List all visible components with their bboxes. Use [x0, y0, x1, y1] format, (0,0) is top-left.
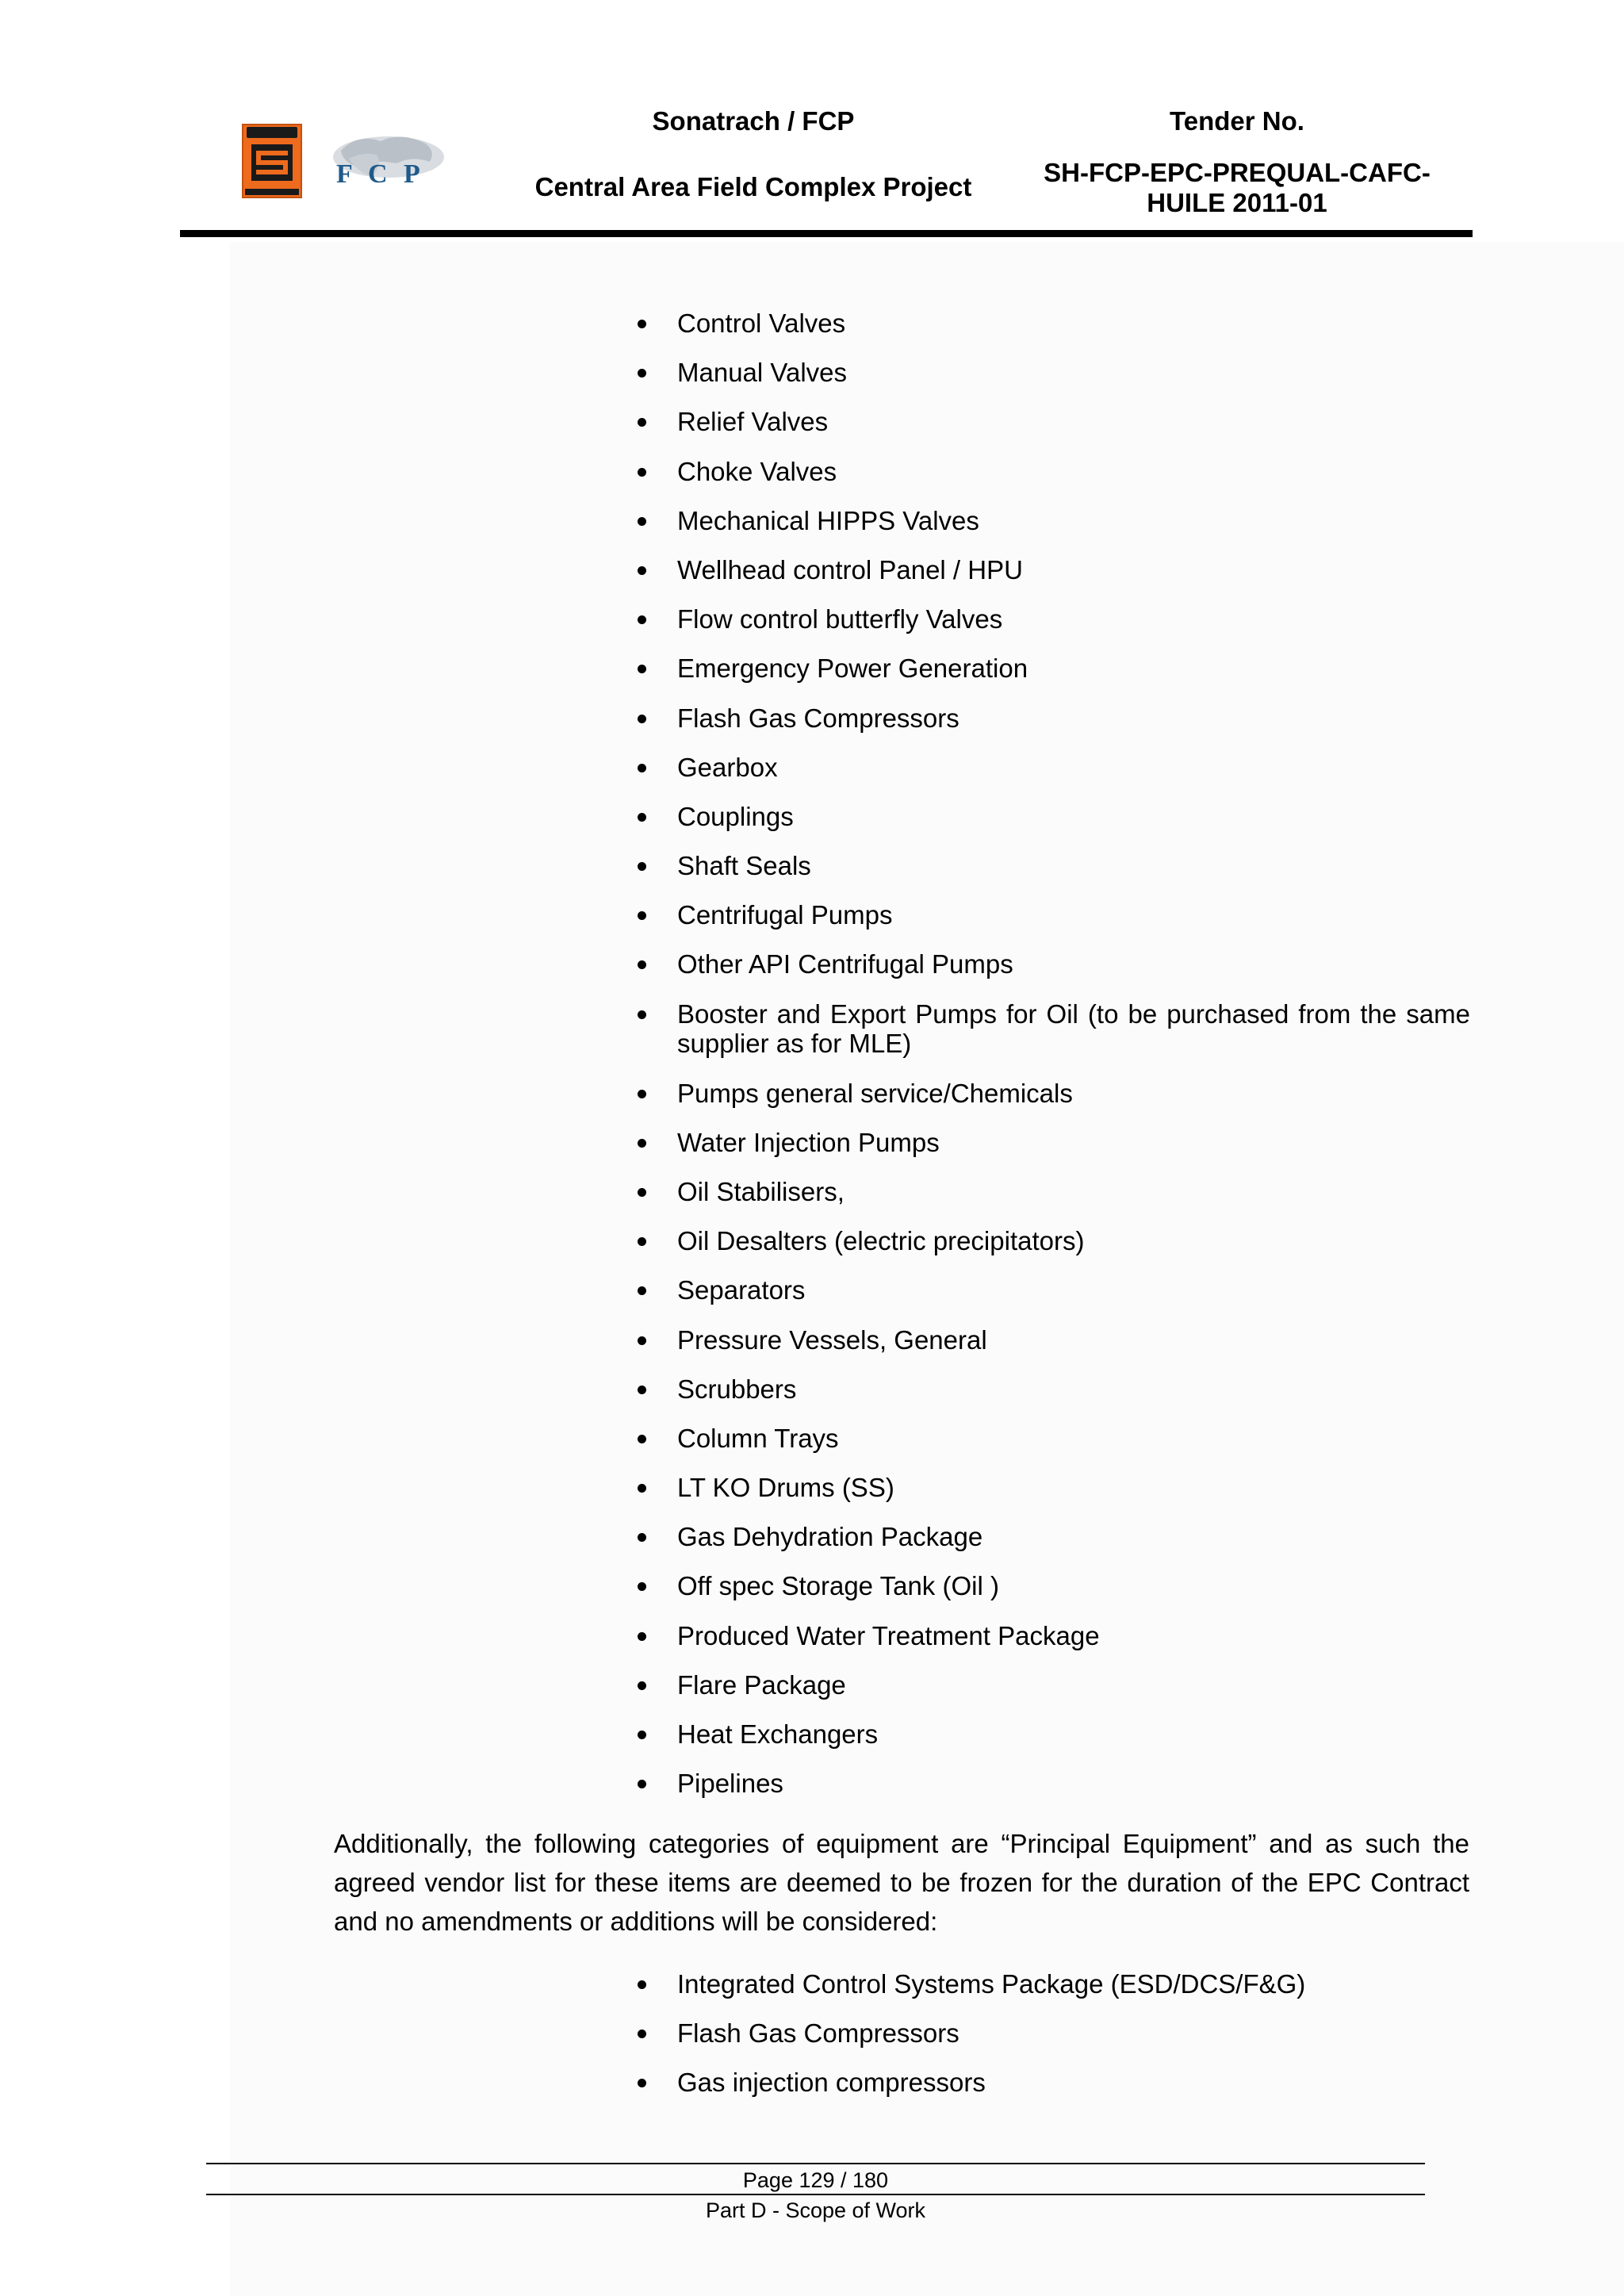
list-item: Gearbox — [636, 753, 1470, 783]
header-divider — [180, 230, 1473, 237]
list-item: Integrated Control Systems Package (ESD/DCS/F&G) — [636, 1969, 1470, 1999]
list-item: Produced Water Treatment Package — [636, 1621, 1470, 1651]
fcp-logo — [325, 127, 446, 198]
list-item: Mechanical HIPPS Valves — [636, 506, 1470, 536]
list-item: Flash Gas Compressors — [636, 2018, 1470, 2049]
list-item: Pipelines — [636, 1769, 1470, 1799]
list-item: Booster and Export Pumps for Oil (to be purchased from the same supplier as for MLE) — [636, 999, 1470, 1060]
list-item: Gas Dehydration Package — [636, 1522, 1470, 1552]
document-part: Part D - Scope of Work — [705, 2198, 926, 2222]
list-item: Water Injection Pumps — [636, 1128, 1470, 1158]
principal-equipment-paragraph: Additionally, the following categories of equipment are “Principal Equipment” and as such the agreed vendor list for these items are deemed to be frozen for the duration of the EPC Contract and no amendments or additions will be considered: — [334, 1829, 1469, 1936]
list-item: Pumps general service/Chemicals — [636, 1079, 1470, 1109]
sonatrach-wordmark — [245, 189, 299, 195]
sonatrach-emblem-icon — [250, 143, 294, 182]
list-item: Oil Stabilisers, — [636, 1177, 1470, 1207]
tender-number — [1007, 158, 1467, 218]
list-item: Flash Gas Compressors — [636, 703, 1470, 734]
list-item: Separators — [636, 1275, 1470, 1305]
tender-number-line1: SH-FCP-EPC-PREQUAL-CAFC- — [1044, 158, 1431, 187]
company-title: Sonatrach / FCP — [652, 106, 855, 136]
footer-divider-top — [206, 2163, 1425, 2164]
list-item: Choke Valves — [636, 457, 1470, 487]
list-item: Shaft Seals — [636, 851, 1470, 881]
principal-equipment-list — [636, 1969, 1470, 2118]
sonatrach-logo — [242, 124, 302, 198]
tender-number-line2: HUILE 2011-01 — [1147, 188, 1327, 217]
sonatrach-arabic-mark — [247, 127, 297, 138]
list-item: Oil Desalters (electric precipitators) — [636, 1226, 1470, 1256]
list-item: Flare Package — [636, 1670, 1470, 1700]
list-item: Centrifugal Pumps — [636, 900, 1470, 930]
equipment-list — [636, 309, 1470, 1818]
list-item: Flow control butterfly Valves — [636, 604, 1470, 634]
list-item: Wellhead control Panel / HPU — [636, 555, 1470, 585]
list-item: Scrubbers — [636, 1374, 1470, 1405]
list-item: Other API Centrifugal Pumps — [636, 949, 1470, 979]
list-item: Off spec Storage Tank (Oil ) — [636, 1571, 1470, 1601]
footer-divider-bottom — [206, 2194, 1425, 2195]
list-item: Relief Valves — [636, 407, 1470, 437]
list-item: Gas injection compressors — [636, 2068, 1470, 2098]
list-item: Manual Valves — [636, 358, 1470, 388]
list-item: LT KO Drums (SS) — [636, 1473, 1470, 1503]
list-item: Heat Exchangers — [636, 1719, 1470, 1750]
list-item: Column Trays — [636, 1424, 1470, 1454]
list-item: Control Valves — [636, 309, 1470, 339]
svg-text:F C P: F C P — [336, 159, 425, 189]
list-item: Couplings — [636, 802, 1470, 832]
list-item: Emergency Power Generation — [636, 654, 1470, 684]
tender-label: Tender No. — [1170, 106, 1304, 136]
project-title: Central Area Field Complex Project — [534, 172, 972, 201]
list-item: Pressure Vessels, General — [636, 1325, 1470, 1355]
page-number: Page 129 / 180 — [742, 2168, 889, 2192]
